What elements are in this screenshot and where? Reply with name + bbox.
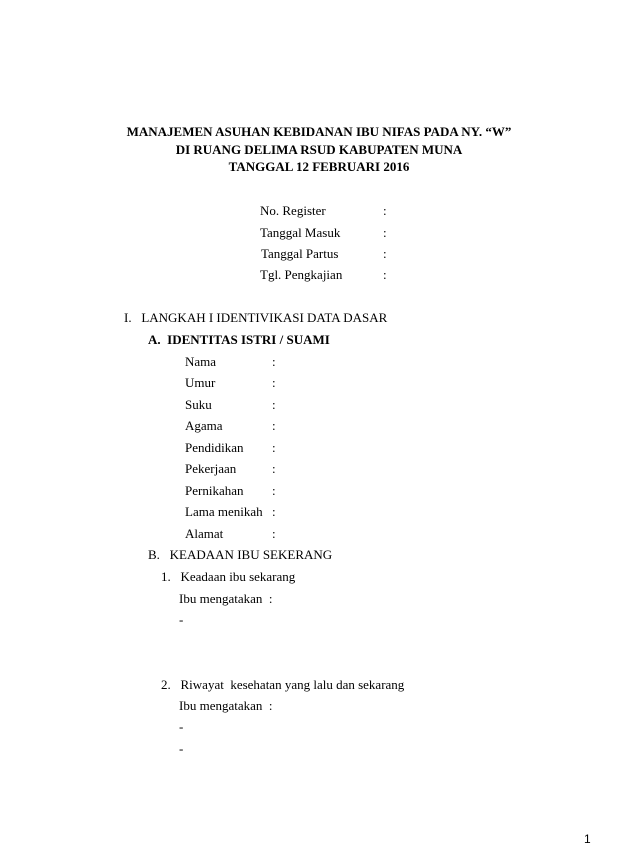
field-label-lama-menikah: Lama menikah xyxy=(185,504,263,519)
registry-colon: : xyxy=(383,225,387,240)
field-label-suku: Suku xyxy=(185,397,212,412)
field-colon: : xyxy=(272,461,276,476)
item-2-title: 2. Riwayat kesehatan yang lalu dan sekarang xyxy=(161,677,405,692)
item-2-dash-2: - xyxy=(179,741,184,756)
field-colon: : xyxy=(272,440,276,455)
field-colon: : xyxy=(272,483,276,498)
field-label-nama: Nama xyxy=(185,354,217,369)
field-colon: : xyxy=(272,354,276,369)
field-colon: : xyxy=(272,397,276,412)
registry-colon: : xyxy=(383,246,387,261)
title-line-3: TANGGAL 12 FEBRUARI 2016 xyxy=(228,159,410,174)
item-1-title: 1. Keadaan ibu sekarang xyxy=(161,569,296,584)
field-colon: : xyxy=(272,526,276,541)
registry-label-tgl-pengkajian: Tgl. Pengkajian xyxy=(260,267,343,282)
field-colon: : xyxy=(272,375,276,390)
title-line-1: MANAJEMEN ASUHAN KEBIDANAN IBU NIFAS PADA NY. “W” xyxy=(126,124,512,139)
field-colon: : xyxy=(272,418,276,433)
registry-label-no-register: No. Register xyxy=(260,203,326,218)
item-1-dash: - xyxy=(179,612,184,627)
registry-label-tanggal-partus: Tanggal Partus xyxy=(261,246,339,261)
item-2-statement: Ibu mengatakan : xyxy=(179,698,273,713)
registry-colon: : xyxy=(383,267,387,282)
field-label-agama: Agama xyxy=(185,418,223,433)
registry-colon: : xyxy=(383,203,387,218)
field-label-pernikahan: Pernikahan xyxy=(185,483,244,498)
field-label-pekerjaan: Pekerjaan xyxy=(185,461,237,476)
field-label-alamat: Alamat xyxy=(185,526,224,541)
section-a-heading: A. IDENTITAS ISTRI / SUAMI xyxy=(148,332,330,347)
title-line-2: DI RUANG DELIMA RSUD KABUPATEN MUNA xyxy=(175,142,463,157)
section-1-heading: I. LANGKAH I IDENTIVIKASI DATA DASAR xyxy=(124,310,388,325)
section-b-heading: B. KEADAAN IBU SEKERANG xyxy=(148,547,333,562)
field-colon: : xyxy=(272,504,276,519)
item-1-statement: Ibu mengatakan : xyxy=(179,591,273,606)
item-2-dash-1: - xyxy=(179,719,184,734)
field-label-pendidikan: Pendidikan xyxy=(185,440,244,455)
field-label-umur: Umur xyxy=(185,375,216,390)
page-number: 1 xyxy=(584,832,591,846)
registry-label-tanggal-masuk: Tanggal Masuk xyxy=(260,225,341,240)
